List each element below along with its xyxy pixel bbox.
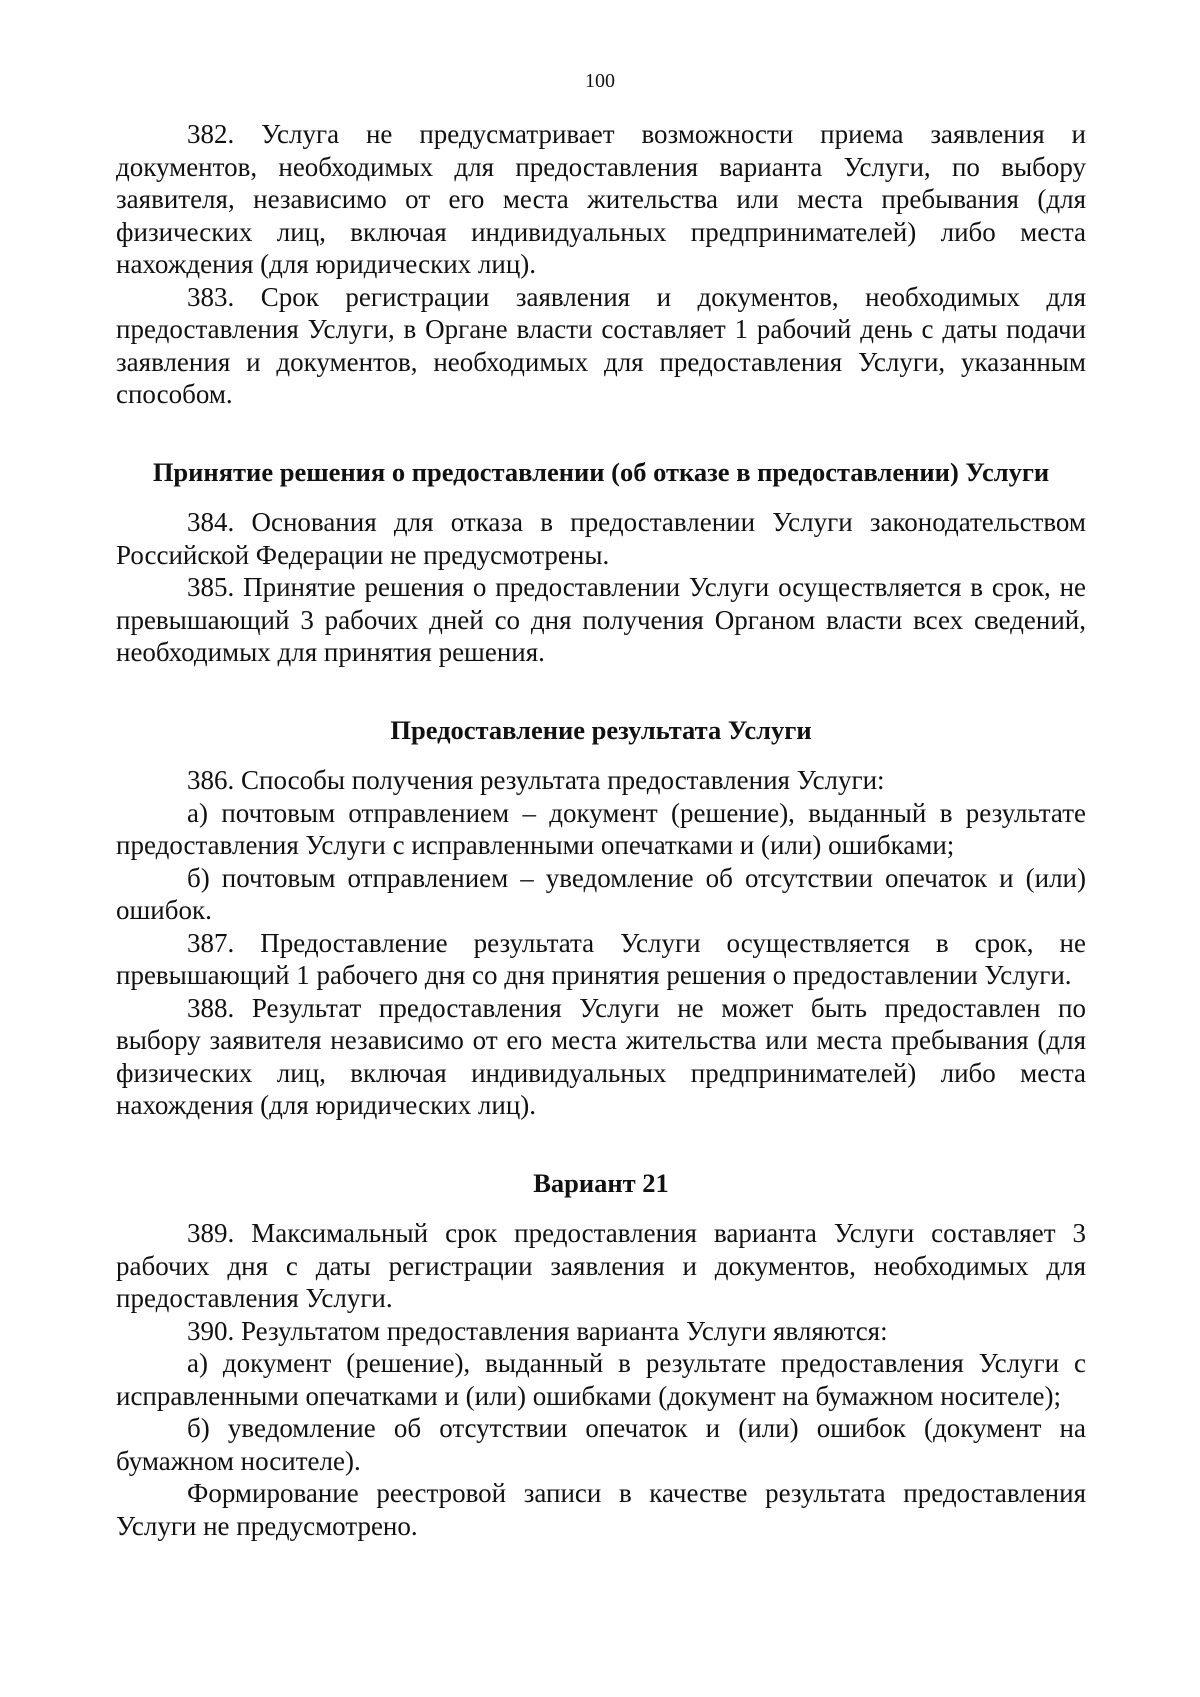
paragraph-383: 383. Срок регистрации заявления и документов, необходимых для предоставления Услуги, в Органе власти составляет 1 рабочий день с даты подачи заявления и документов, необходимых для предоставления Услуги, указанным способом.	[116, 281, 1086, 409]
paragraph-386-a: а) почтовым отправлением – документ (решение), выданный в результате предоставления Услуги с исправленными опечатками и (или) ошибками;	[116, 797, 1086, 860]
paragraph-390-b: б) уведомление об отсутствии опечаток и (или) ошибок (документ на бумажном носителе).	[116, 1413, 1086, 1476]
section-heading-result: Предоставление результата Услуги	[390, 714, 812, 745]
paragraph-390: 390. Результатом предоставления варианта Услуги являются:	[187, 1315, 888, 1346]
paragraph-388: 388. Результат предоставления Услуги не может быть предоставлен по выбору заявителя независимо от его места жительства или места пребывания (для физических лиц, включая индивидуальных предпринимателей) либо места нахождения (для юридических лиц).	[116, 992, 1086, 1120]
paragraph-registry-record: Формирование реестровой записи в качестве результата предоставления Услуги не предусмотрено.	[116, 1478, 1086, 1541]
section-heading-decision: Принятие решения о предоставлении (об отказе в предоставлении) Услуги	[152, 456, 1050, 487]
paragraph-387: 387. Предоставление результата Услуги осуществляется в срок, не превышающий 1 рабочего дня со дня принятия решения о предоставлении Услуги.	[116, 927, 1086, 990]
paragraph-382: 382. Услуга не предусматривает возможности приема заявления и документов, необходимых для предоставления варианта Услуги, по выбору заявителя, независимо от его места жительства или места пребывания (для физических лиц, включая индивидуальных предпринимателей) либо места нахождения (для юридических лиц).	[116, 119, 1086, 279]
paragraph-385: 385. Принятие решения о предоставлении Услуги осуществляется в срок, не превышающий 3 рабочих дней со дня получения Органом власти всех сведений, необходимых для принятия решения.	[116, 572, 1086, 667]
section-heading-variant-21: Вариант 21	[533, 1167, 669, 1198]
paragraph-386: 386. Способы получения результата предоставления Услуги:	[187, 765, 885, 795]
paragraph-384: 384. Основания для отказа в предоставлении Услуги законодательством Российской Федерации не предусмотрены.	[116, 507, 1086, 570]
paragraph-386-b: б) почтовым отправлением – уведомление об отсутствии опечаток и (или) ошибок.	[116, 862, 1086, 925]
paragraph-390-a: а) документ (решение), выданный в результате предоставления Услуги с исправленными опечатками и (или) ошибками (документ на бумажном носителе);	[116, 1348, 1086, 1411]
document-body	[116, 118, 1086, 1542]
page-number: 100	[585, 70, 615, 92]
paragraph-389: 389. Максимальный срок предоставления варианта Услуги составляет 3 рабочих дня с даты регистрации заявления и документов, необходимых для предоставления Услуги.	[116, 1218, 1086, 1313]
